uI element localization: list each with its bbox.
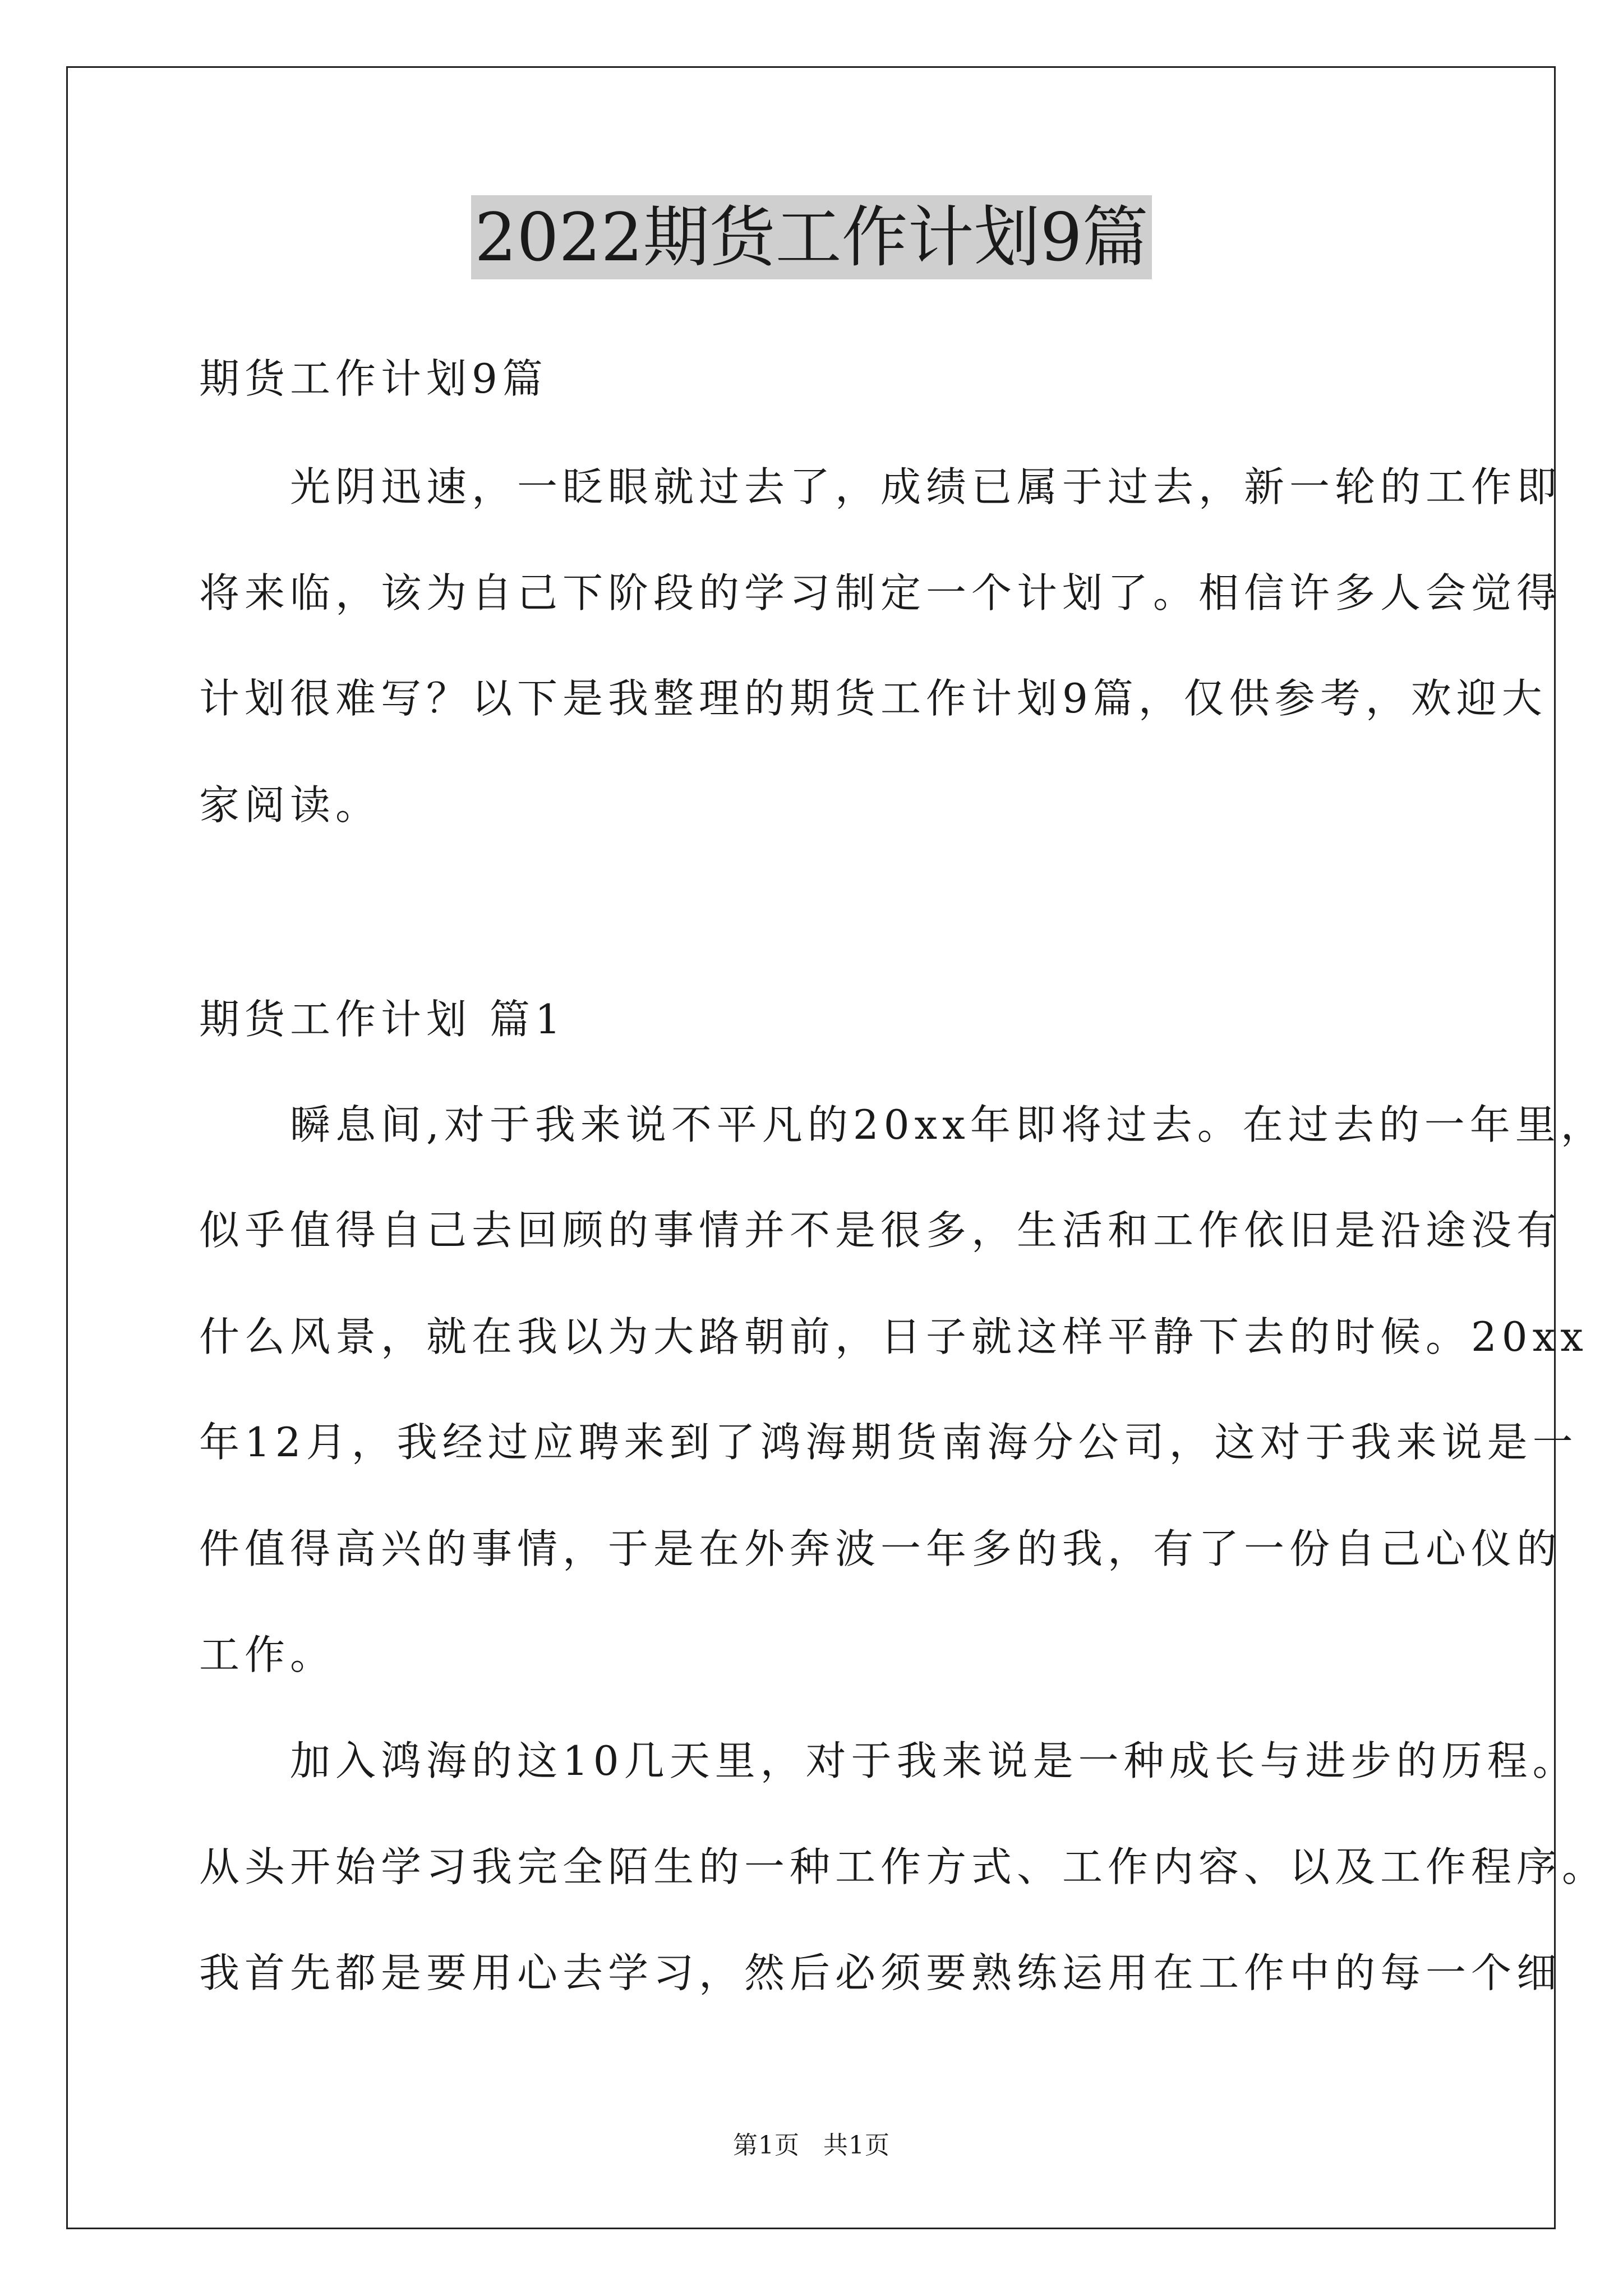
page-number-current: 第1页 xyxy=(733,2131,800,2160)
document-title: 2022期货工作计划9篇 xyxy=(471,195,1151,279)
intro-line: 家阅读。 xyxy=(199,781,381,829)
section-line: 年12月，我经过应聘来到了鸿海期货南海分公司，这对于我来说是一 xyxy=(199,1419,1578,1466)
intro-line: 将来临，该为自己下阶段的学习制定一个计划了。相信许多人会觉得 xyxy=(199,569,1562,616)
section-line: 什么风景，就在我以为大路朝前，日子就这样平静下去的时候。20xx xyxy=(199,1313,1588,1360)
section-line: 瞬息间,对于我来说不平凡的20xx年即将过去。在过去的一年里， xyxy=(199,1101,1606,1148)
section-line: 工作。 xyxy=(199,1631,336,1678)
title-wrap xyxy=(0,195,1623,279)
intro-line: 光阴迅速，一眨眼就过去了，成绩已属于过去，新一轮的工作即 xyxy=(199,463,1562,510)
section-line: 似乎值得自己去回顾的事情并不是很多，生活和工作依旧是沿途没有 xyxy=(199,1207,1562,1254)
section-line: 加入鸿海的这10几天里，对于我来说是一种成长与进步的历程。 xyxy=(199,1737,1578,1784)
section-line: 件值得高兴的事情，于是在外奔波一年多的我，有了一份自己心仪的 xyxy=(199,1525,1562,1572)
document-subtitle: 期货工作计划9篇 xyxy=(199,355,548,402)
section-heading: 期货工作计划 篇1 xyxy=(199,996,566,1043)
section-line: 我首先都是要用心去学习，然后必须要熟练运用在工作中的每一个细 xyxy=(199,1949,1562,1996)
page-number-total: 共1页 xyxy=(823,2131,890,2160)
section-line: 从头开始学习我完全陌生的一种工作方式、工作内容、以及工作程序。 xyxy=(199,1843,1608,1890)
page-footer xyxy=(0,2125,1623,2161)
intro-line: 计划很难写？以下是我整理的期货工作计划9篇，仅供参考，欢迎大 xyxy=(199,675,1547,722)
